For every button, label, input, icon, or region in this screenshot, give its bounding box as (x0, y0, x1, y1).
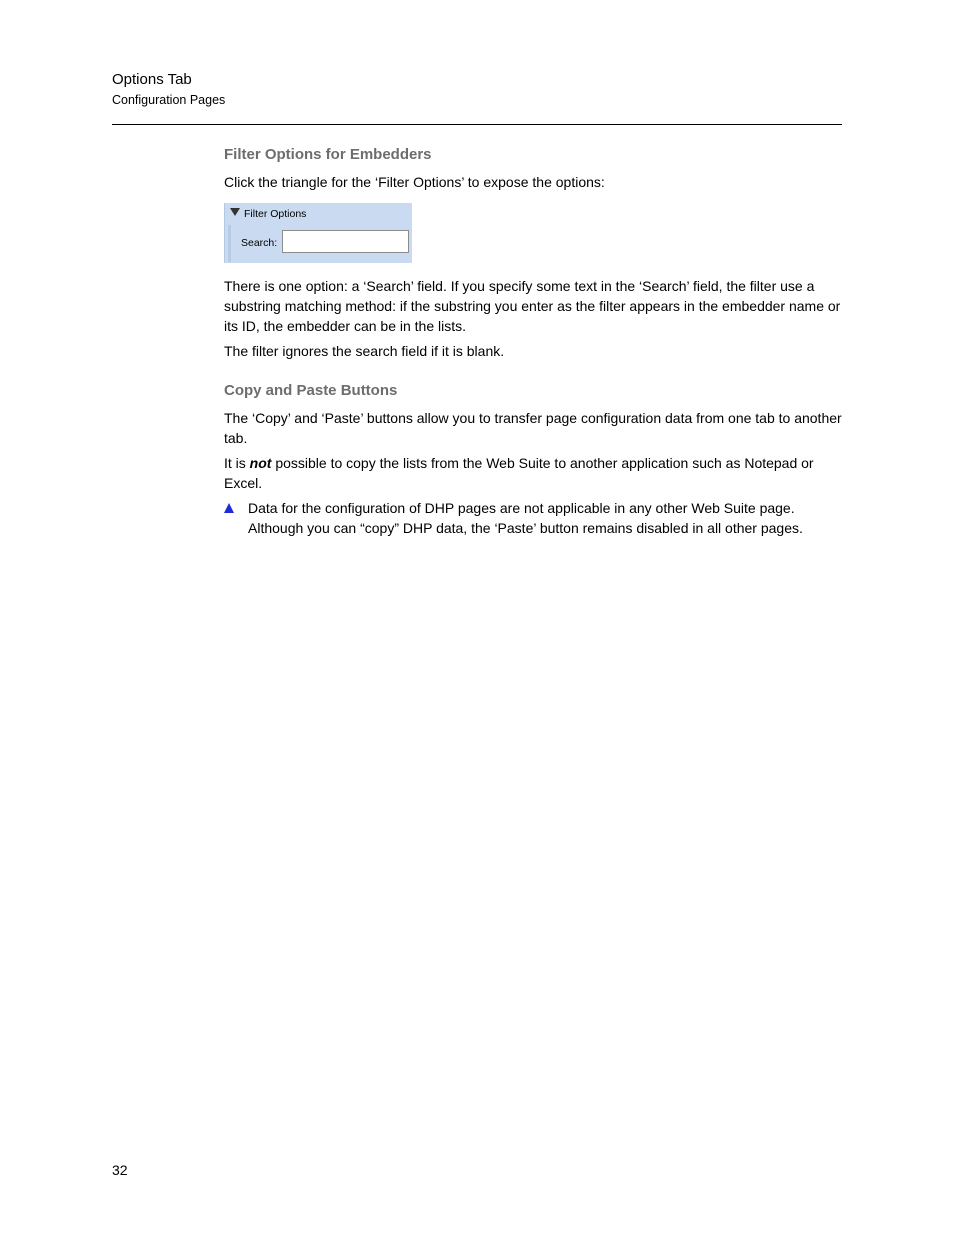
filter-description-text: There is one option: a ‘Search’ field. If you specify some text in the ‘Search’ field, the filter use a substring matching method: if the substring you enter as the filter appears in the embedder name or its ID, the embedder can be in the lists. (224, 278, 841, 334)
copy-paste-heading: Copy and Paste Buttons (224, 382, 398, 399)
filter-options-toggle-label[interactable]: Filter Options (244, 208, 307, 220)
search-input[interactable] (282, 230, 409, 253)
filter-intro-text: Click the triangle for the ‘Filter Options’ to expose the options: (224, 174, 605, 190)
copy-paste-description-text: The ‘Copy’ and ‘Paste’ buttons allow you to transfer page configuration data from one tab to another tab. (224, 410, 842, 446)
copy-limitation-prefix: It is (224, 455, 250, 471)
filter-options-heading: Filter Options for Embedders (224, 146, 432, 163)
warning-triangle-icon (224, 503, 234, 513)
dhp-note-text: Data for the configuration of DHP pages are not applicable in any other Web Suite page. Although you can “copy” DHP data, the ‘Paste’ button remains disabled in all other pages. (248, 500, 803, 536)
page-number: 32 (112, 1162, 128, 1178)
copy-limitation-suffix: possible to copy the lists from the Web Suite to another application such as Notepad or Excel. (224, 455, 814, 491)
dhp-note (224, 498, 844, 538)
filter-blank-note-text: The filter ignores the search field if it is blank. (224, 343, 505, 359)
search-label: Search: (241, 237, 278, 249)
emphasis-not: not (249, 455, 272, 471)
panel-indent-bar (228, 225, 231, 262)
page-header-title: Options Tab (112, 71, 192, 88)
main-content (224, 145, 844, 538)
filter-options-panel (224, 203, 412, 263)
expand-triangle-icon[interactable] (230, 208, 240, 216)
header-rule (112, 124, 842, 125)
page-header-subtitle: Configuration Pages (112, 93, 226, 107)
copy-limitation-text (224, 453, 844, 493)
